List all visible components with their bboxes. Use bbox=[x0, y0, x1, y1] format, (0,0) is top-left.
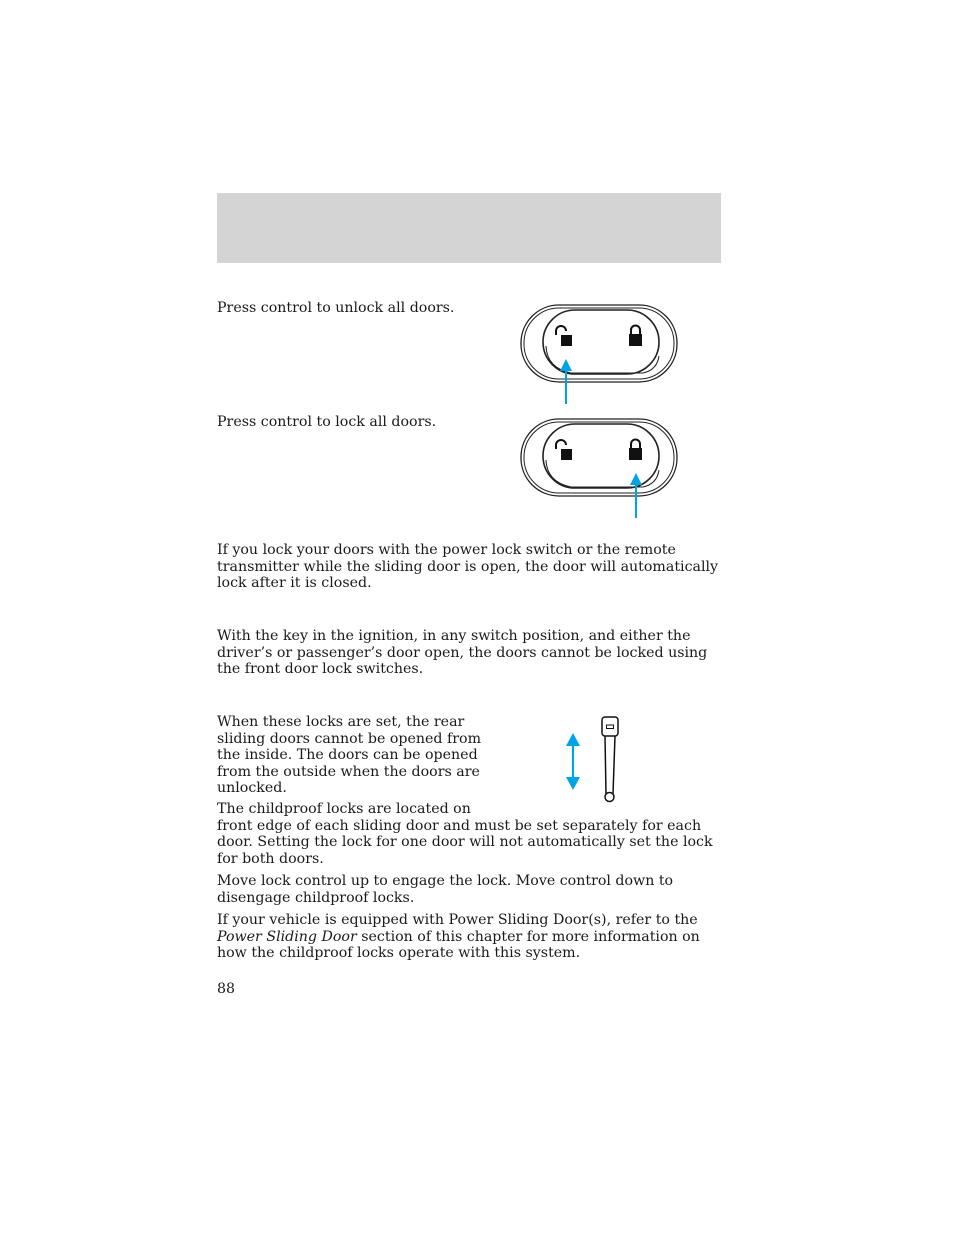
childproof-line: the inside. The doors can be opened bbox=[217, 747, 478, 763]
lock-icon bbox=[629, 440, 642, 461]
unlock-switch-diagram bbox=[519, 304, 679, 408]
location-first-line: The childproof locks are located on bbox=[217, 801, 471, 817]
location-rest: front edge of each sliding door and must be set separately for each door. Setting the lock for one door will not automatically set the lock for both doors. bbox=[217, 817, 713, 867]
childproof-description bbox=[217, 714, 497, 797]
childproof-location-paragraph bbox=[217, 801, 722, 867]
power-sliding-door-paragraph bbox=[217, 912, 722, 962]
childproof-line: When these locks are set, the rear bbox=[217, 714, 465, 730]
childproof-lock-diagram bbox=[560, 714, 622, 806]
lock-icon bbox=[629, 326, 642, 347]
page-number: 88 bbox=[217, 981, 236, 997]
power-sliding-door-reference: Power Sliding Door bbox=[217, 928, 357, 945]
unlock-instruction: Press control to unlock all doors. bbox=[217, 300, 455, 316]
ignition-paragraph: With the key in the ignition, in any switch position, and either the driver’s or passenger’s door open, the doors cannot be locked using the front door lock switches. bbox=[217, 628, 708, 677]
section-header-band bbox=[217, 193, 721, 263]
childproof-line: sliding doors cannot be opened from bbox=[217, 730, 482, 747]
lock-switch-diagram bbox=[519, 418, 679, 522]
unlock-icon bbox=[556, 440, 572, 460]
move-control-paragraph: Move lock control up to engage the lock. Move control down to disengage childproof locks. bbox=[217, 873, 674, 906]
sliding-door-paragraph: If you lock your doors with the power lock switch or the remote transmitter while the sliding door is open, the door will automatically lock after it is closed. bbox=[217, 542, 719, 591]
lock-lever-icon bbox=[602, 717, 618, 802]
lock-instruction: Press control to lock all doors. bbox=[217, 414, 437, 430]
unlock-icon bbox=[556, 326, 572, 346]
power-door-outro: section of this chapter for more information on how the childproof locks operate with this system. bbox=[217, 928, 700, 961]
childproof-line: from the outside when the doors are bbox=[217, 763, 480, 780]
arrow-up-down-icon bbox=[566, 733, 580, 790]
childproof-line: unlocked. bbox=[217, 780, 287, 796]
power-door-intro: If your vehicle is equipped with Power Sliding Door(s), refer to the bbox=[217, 912, 698, 928]
